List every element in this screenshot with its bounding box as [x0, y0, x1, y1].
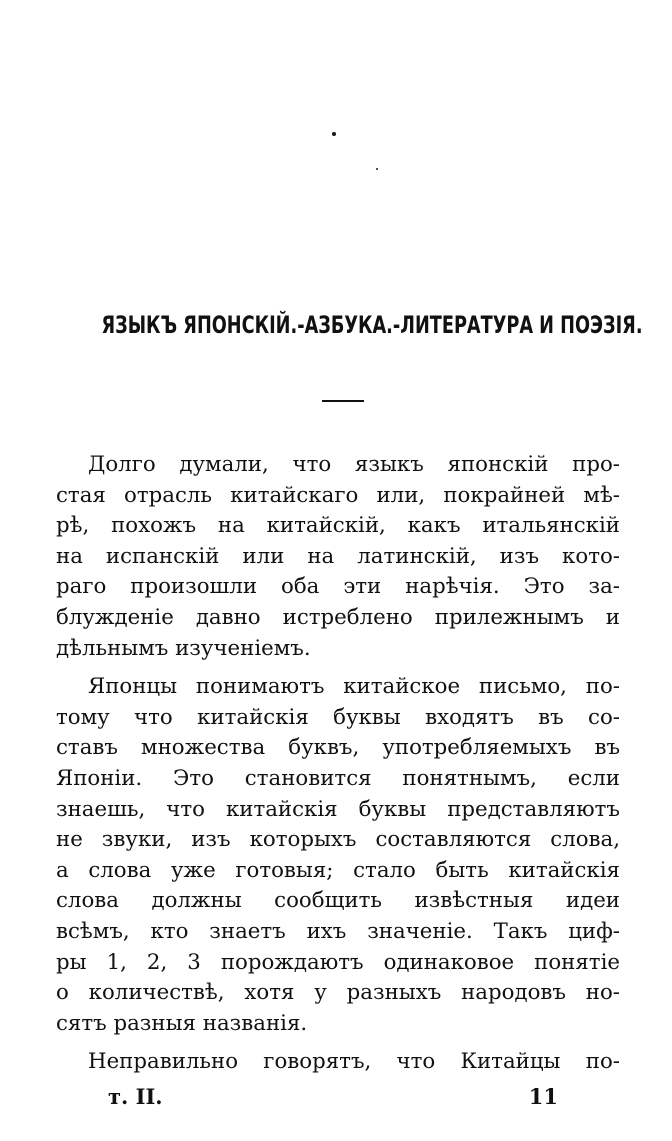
text-line: всѣмъ, кто знаетъ ихъ значеніе. Такъ циф-	[56, 918, 620, 944]
text-line: о количествѣ, хотя у разныхъ народовъ но-	[56, 980, 620, 1006]
text-line: слова должны сообщить извѣстныя идеи	[56, 888, 620, 914]
ink-speck	[376, 168, 378, 170]
title-rule	[322, 400, 364, 402]
page-number: 11	[528, 1084, 558, 1109]
signature-mark: т. II.	[108, 1084, 163, 1109]
text-line: не звуки, изъ которыхъ составляются слова,	[56, 827, 620, 853]
text-line: блужденіе давно истреблено прилежнымъ и	[56, 604, 620, 630]
text-line: ры 1, 2, 3 порождаютъ одинаковое понятіе	[56, 949, 620, 975]
text-line: дѣльнымъ изученіемъ.	[56, 635, 311, 661]
text-line: раго произошли оба эти нарѣчія. Это за-	[56, 574, 620, 600]
text-line: Долго думали, что языкъ японскій про-	[88, 452, 620, 477]
text-line: сятъ разныя названія.	[56, 1010, 308, 1036]
paragraph	[56, 450, 620, 664]
text-line: ставъ множества буквъ, употребляемыхъ въ	[56, 735, 620, 761]
text-line: Неправильно говорятъ, что Китайцы по-	[88, 1049, 620, 1075]
text-line: тому что китайскія буквы входятъ въ со-	[56, 704, 620, 730]
text-line: стая отрасль китайскаго или, покрайней мѣ-	[56, 482, 620, 508]
text-line: рѣ, похожъ на китайскій, какъ итальянскій	[56, 513, 620, 539]
text-line: на испанскій или на латинскій, изъ кото-	[56, 543, 620, 569]
chapter-title: ЯЗЫКЪ ЯПОНСКІЙ.-АЗБУКА.-ЛИТЕРАТУРА И ПОЭЗІЯ.	[101, 311, 643, 339]
text-line: знаешь, что китайскія буквы представляютъ	[56, 796, 620, 822]
text-line: Японцы понимаютъ китайское письмо, по-	[88, 674, 620, 700]
ink-speck	[332, 132, 336, 136]
text-line: а слова уже готовыя; стало быть китайскія	[56, 857, 620, 883]
text-line: Японіи. Это становится понятнымъ, если	[56, 765, 620, 791]
paragraph	[56, 672, 620, 1039]
body-text	[56, 450, 620, 1078]
paragraph	[56, 1047, 620, 1078]
